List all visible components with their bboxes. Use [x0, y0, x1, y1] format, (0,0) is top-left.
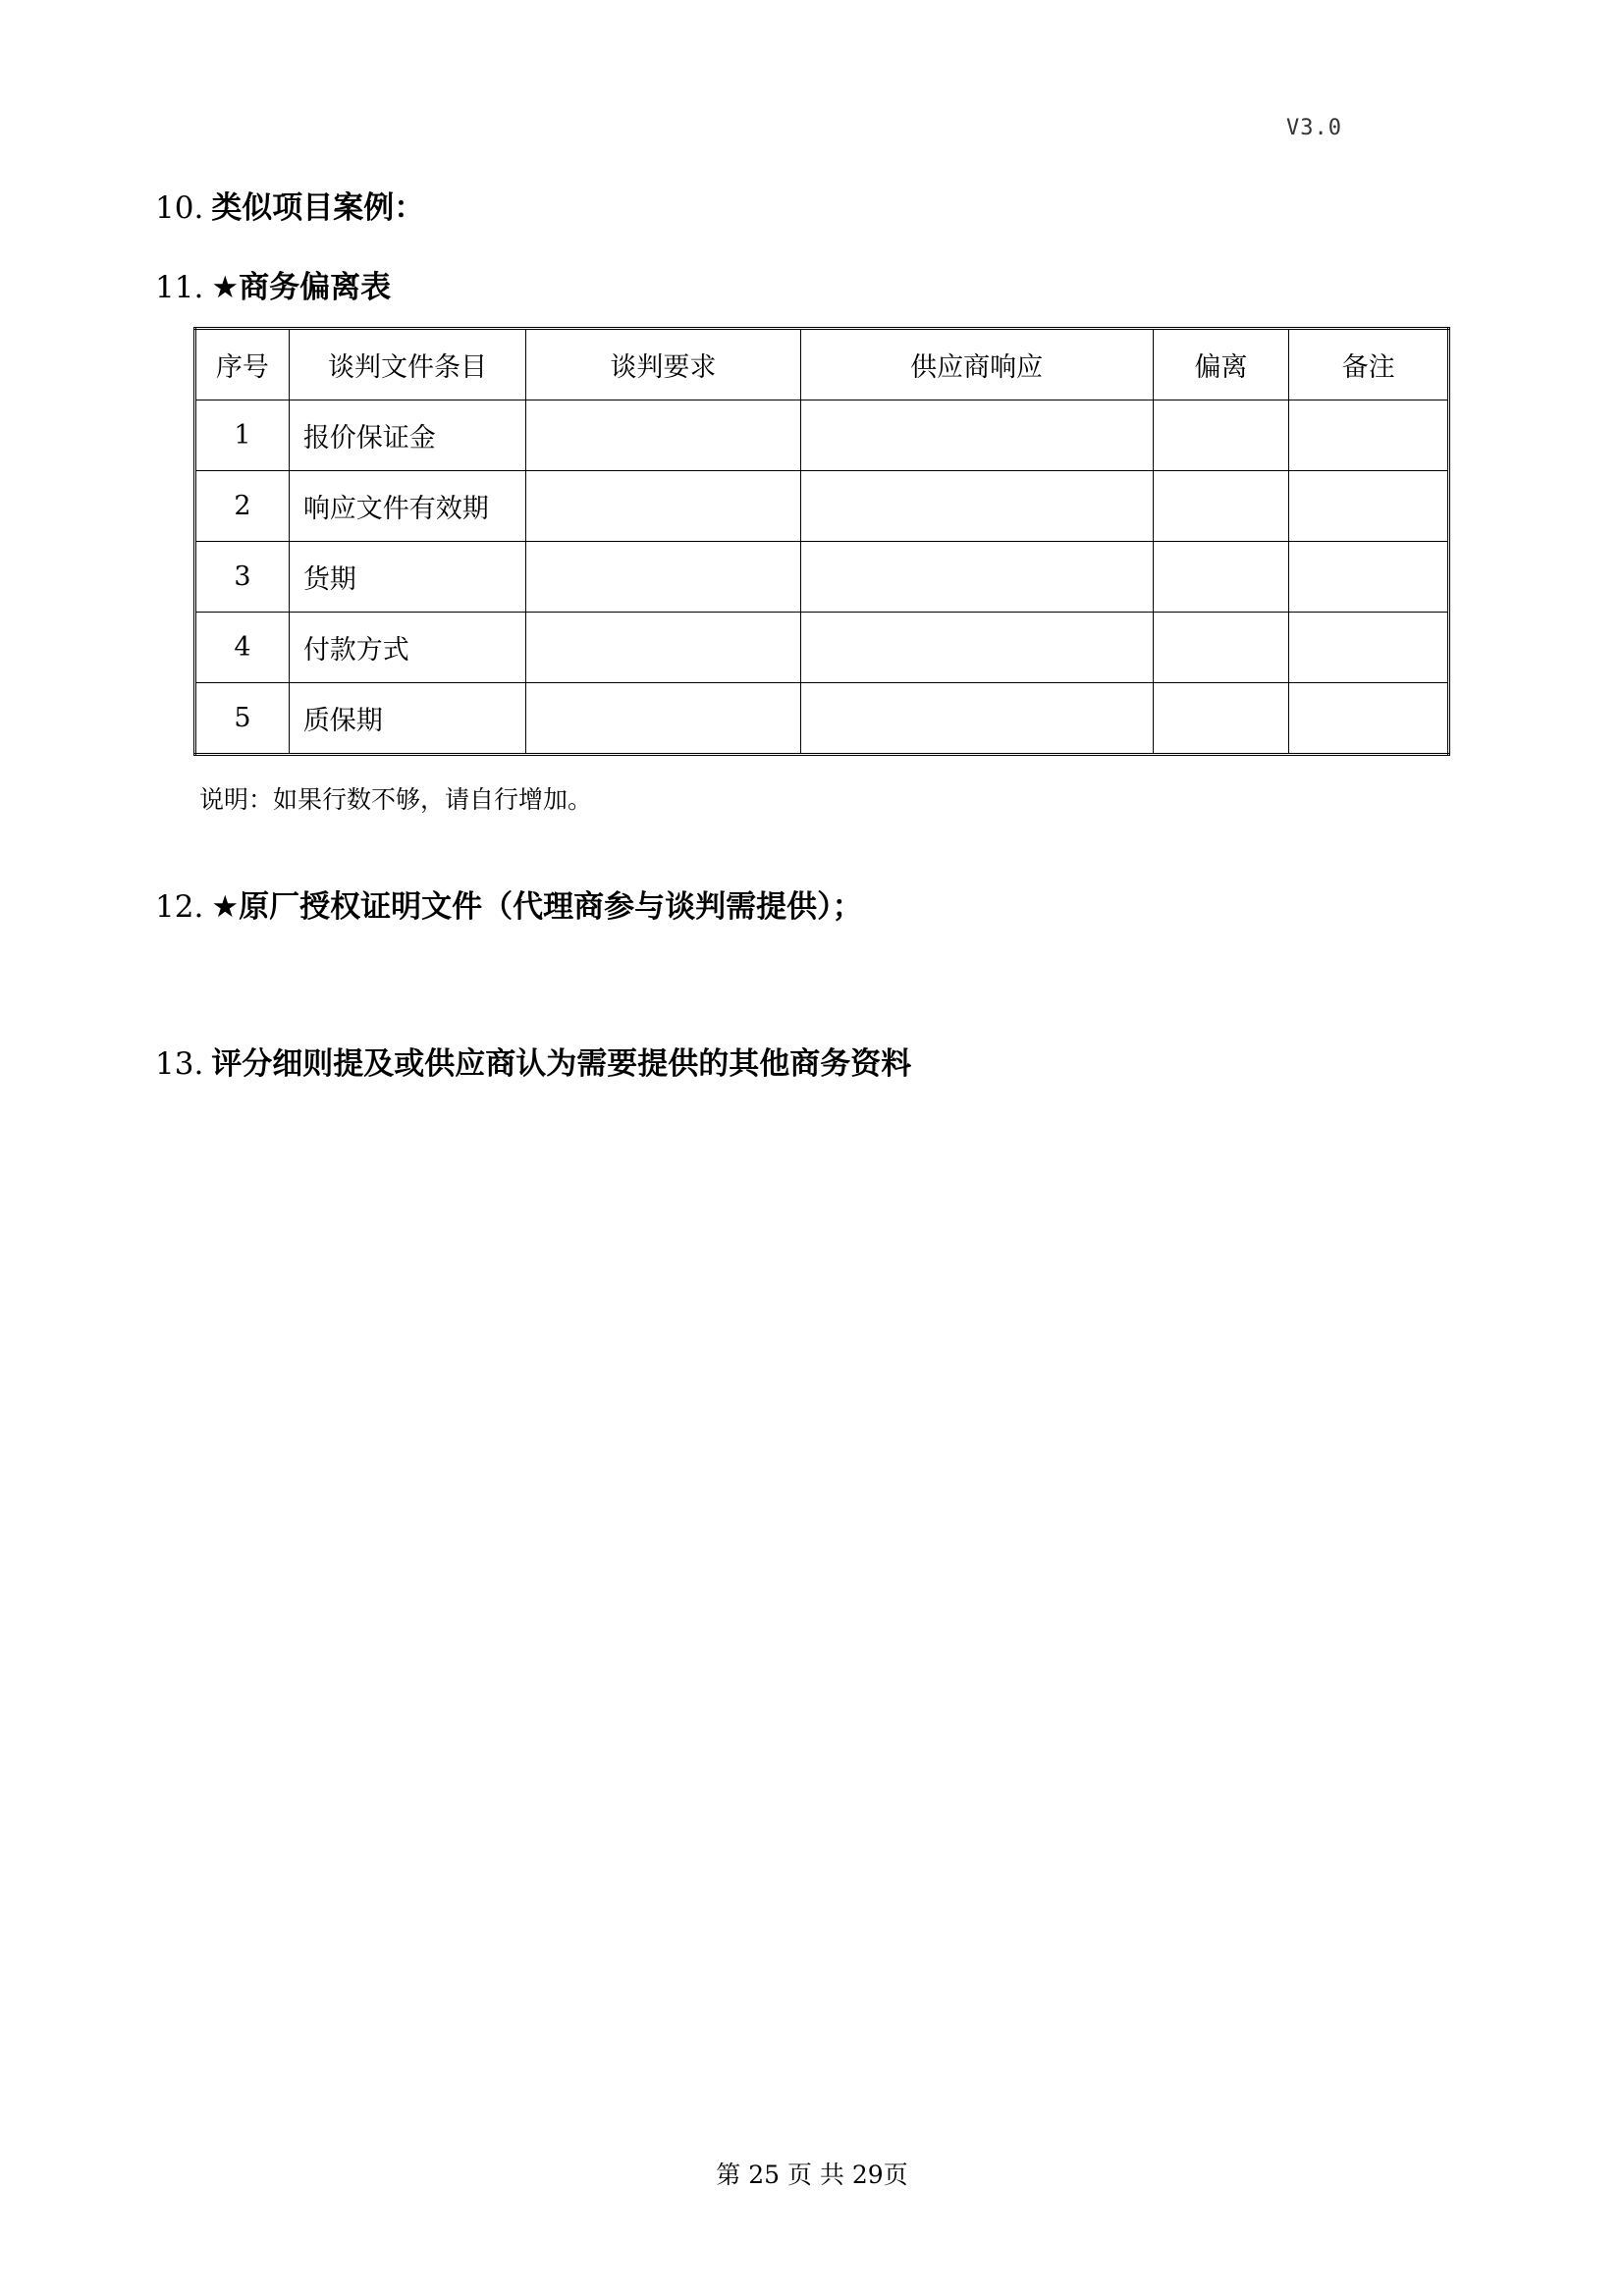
row-remark-cell[interactable] — [1289, 471, 1449, 542]
row-response-cell[interactable] — [800, 613, 1153, 683]
row-response-cell[interactable] — [800, 471, 1153, 542]
section-number: 13. — [155, 1046, 204, 1082]
table-row — [195, 542, 1449, 613]
row-remark-cell[interactable] — [1289, 613, 1449, 683]
row-item: 报价保证金 — [289, 400, 525, 471]
row-deviation-cell[interactable] — [1153, 542, 1289, 613]
row-requirement-cell[interactable] — [526, 613, 800, 683]
row-requirement-cell[interactable] — [526, 400, 800, 471]
column-header-deviation: 偏离 — [1153, 329, 1289, 400]
section-11-heading — [155, 262, 391, 306]
row-item: 响应文件有效期 — [289, 471, 525, 542]
table-row — [195, 613, 1449, 683]
section-10-heading — [155, 183, 424, 227]
section-title: 评分细则提及或供应商认为需要提供的其他商务资料 — [211, 1046, 912, 1082]
column-header-item: 谈判文件条目 — [289, 329, 525, 400]
row-index: 1 — [195, 400, 290, 471]
row-deviation-cell[interactable] — [1153, 400, 1289, 471]
row-index: 4 — [195, 613, 290, 683]
row-index: 2 — [195, 471, 290, 542]
table-row — [195, 683, 1449, 755]
row-item: 质保期 — [289, 683, 525, 755]
row-remark-cell[interactable] — [1289, 400, 1449, 471]
section-12-heading — [155, 881, 863, 926]
row-deviation-cell[interactable] — [1153, 683, 1289, 755]
page-number-footer: 第 25 页 共 29页 — [716, 2161, 908, 2189]
column-header-index: 序号 — [195, 329, 290, 400]
row-index: 3 — [195, 542, 290, 613]
section-title: ★商务偏离表 — [211, 270, 392, 305]
table-row — [195, 400, 1449, 471]
section-number: 11. — [155, 270, 204, 305]
section-number: 12. — [155, 889, 204, 925]
section-title: ★原厂授权证明文件（代理商参与谈判需提供）； — [211, 889, 863, 925]
version-label: V3.0 — [1286, 116, 1342, 140]
row-response-cell[interactable] — [800, 542, 1153, 613]
row-requirement-cell[interactable] — [526, 683, 800, 755]
column-header-requirement: 谈判要求 — [526, 329, 800, 400]
row-requirement-cell[interactable] — [526, 542, 800, 613]
business-deviation-table — [193, 327, 1450, 756]
row-requirement-cell[interactable] — [526, 471, 800, 542]
table-row — [195, 471, 1449, 542]
row-remark-cell[interactable] — [1289, 683, 1449, 755]
row-deviation-cell[interactable] — [1153, 613, 1289, 683]
section-13-heading — [155, 1039, 911, 1083]
row-response-cell[interactable] — [800, 683, 1153, 755]
row-remark-cell[interactable] — [1289, 542, 1449, 613]
column-header-response: 供应商响应 — [800, 329, 1153, 400]
column-header-remark: 备注 — [1289, 329, 1449, 400]
row-deviation-cell[interactable] — [1153, 471, 1289, 542]
section-number: 10. — [155, 190, 204, 226]
table-note: 说明：如果行数不够，请自行增加。 — [199, 785, 593, 814]
row-item: 货期 — [289, 542, 525, 613]
row-item: 付款方式 — [289, 613, 525, 683]
section-title: 类似项目案例： — [211, 190, 425, 226]
row-index: 5 — [195, 683, 290, 755]
row-response-cell[interactable] — [800, 400, 1153, 471]
table-header-row — [195, 329, 1449, 400]
